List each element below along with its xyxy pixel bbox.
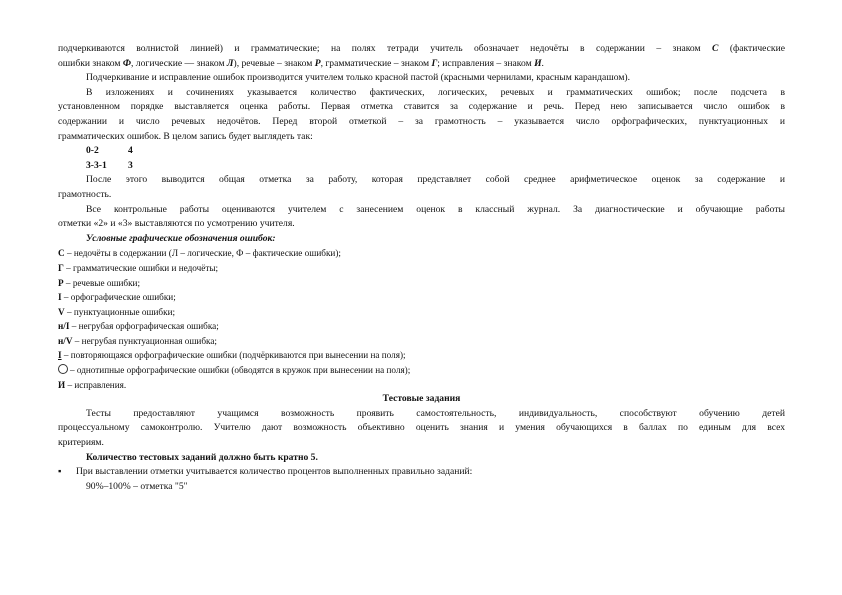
- paragraph-red-pen: Подчеркивание и исправление ошибок производится учителем только красной пастой (красными чернилами, красным карандашом).: [86, 72, 630, 84]
- tests-rule: Количество тестовых заданий должно быть кратно 5.: [86, 451, 318, 463]
- paragraph-line: содержании и число речевых недочётов. Перед второй отметкой – за грамотность – указывается число орфографических, пунктуационных и: [58, 115, 785, 127]
- paragraph-line: процессуальному самоконтролю. Учителю дают возможность объективно оценить знания и умения обучающихся в баллах по единым для всех: [58, 422, 785, 434]
- grade-line: 90%–100% – отметка "5": [86, 480, 188, 492]
- example-row: 0-2 4: [86, 145, 133, 157]
- bullet-icon: ▪: [58, 466, 62, 478]
- legend-item: С – недочёты в содержании (Л – логические, Ф – фактические ошибки);: [58, 248, 341, 259]
- bullet-item: ▪ При выставлении отметки учитывается количество процентов выполненных правильно заданий:: [58, 465, 785, 480]
- paragraph-line: В изложениях и сочинениях указывается количество фактических, логических, речевых и грамматических ошибок; после подсчета в: [86, 86, 785, 98]
- legend-item: н/I – негрубая орфографическая ошибка;: [58, 321, 219, 332]
- paragraph-line: Все контрольные работы оцениваются учителем с занесением оценок в классный журнал. За диагностические и обучающие работы: [86, 203, 785, 215]
- legend-item: V – пунктуационные ошибки;: [58, 306, 176, 317]
- paragraph-line: Тесты предоставляют учащимся возможность проявить самостоятельность, индивидуальность, способствуют обучению детей: [86, 407, 785, 419]
- example-row: 3-3-1 3: [86, 159, 133, 171]
- legend-item: I – повторяющаяся орфографические ошибки (подчёркиваются при вынесении на поля);: [58, 350, 406, 361]
- paragraph-line: критериям.: [58, 437, 104, 449]
- paragraph-line: грамотность.: [58, 188, 112, 200]
- legend-item: I – орфографические ошибки;: [58, 292, 176, 303]
- paragraph-line: После этого выводится общая отметка за работу, которая представляет собой среднее арифметическое оценок за содержание и: [86, 174, 785, 186]
- legend-item: И – исправления.: [58, 379, 127, 390]
- section-title: Тестовые задания: [382, 393, 461, 405]
- paragraph-line: установленном порядке выставляется оценка работы. Первая отметка ставится за содержание и речь. Перед нею записывается число ошибок в: [58, 101, 785, 113]
- circle-icon: [58, 364, 68, 374]
- legend-item: н/V – негрубая пунктуационная ошибка;: [58, 335, 217, 346]
- paragraph-line: грамматических ошибок. В целом запись будет выглядеть так:: [58, 130, 313, 142]
- document-page: [58, 42, 785, 494]
- paragraph-line: ошибки знаком Ф, логические — знаком Л), речевые – знаком Р, грамматические – знаком Г; исправления – знаком И.: [58, 57, 544, 69]
- legend-item: – однотипные орфографические ошибки (обводятся в кружок при вынесении на поля);: [58, 363, 785, 378]
- legend-item: Г – грамматические ошибки и недочёты;: [58, 262, 219, 273]
- paragraph-line: отметки «2» и «3» выставляются по усмотрению учителя.: [58, 218, 295, 230]
- legend-title: Условные графические обозначения ошибок:: [86, 232, 276, 244]
- legend-item: Р – речевые ошибки;: [58, 277, 141, 288]
- paragraph-line: подчеркиваются волнистой линией) и грамматические; на полях тетради учитель обозначает недочёты в содержании – знаком С (фактические: [58, 43, 785, 54]
